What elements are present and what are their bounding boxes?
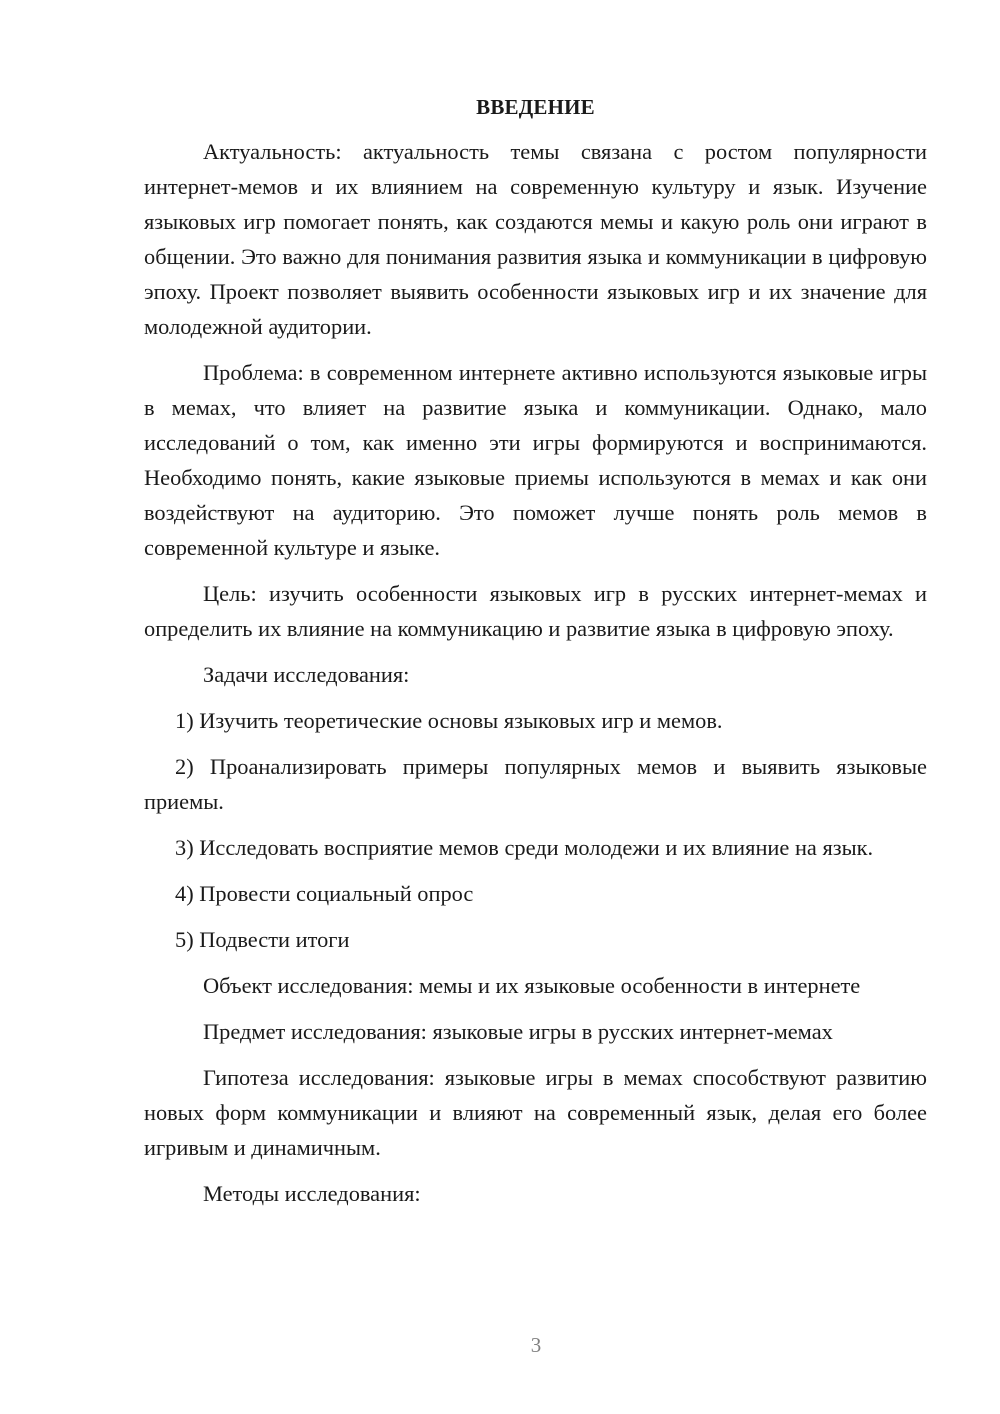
task-item-5: 5) Подвести итоги xyxy=(175,927,350,952)
problem-paragraph: Проблема: в современном интернете активно используются языковые игры в мемах, что влияет на развитие языка и коммуникации. Однако, мало исследований о том, как именно эти игры формируются и воспринимаются. Необходимо понять, какие языковые приемы используются в мемах и как они воздействуют на аудиторию. Это поможет лучше понять роль мемов в современной культуре и языке. xyxy=(144,360,927,560)
subject-paragraph: Предмет исследования: языковые игры в русских интернет-мемах xyxy=(203,1019,833,1044)
document-page xyxy=(144,90,927,1222)
page-number: 3 xyxy=(530,1333,542,1357)
page-title: ВВЕДЕНИЕ xyxy=(476,95,595,119)
object-paragraph: Объект исследования: мемы и их языковые особенности в интернете xyxy=(203,973,861,998)
relevance-paragraph: Актуальность: актуальность темы связана с ростом популярности интернет-мемов и их влиянием на современную культуру и язык. Изучение языковых игр помогает понять, как создаются мемы и какую роль они играют в общении. Это важно для понимания развития языка и коммуникации в цифровую эпоху. Проект позволяет выявить особенности языковых игр и их значение для молодежной аудитории. xyxy=(144,139,927,339)
goal-paragraph: Цель: изучить особенности языковых игр в русских интернет-мемах и определить их влияние на коммуникацию и развитие языка в цифровую эпоху. xyxy=(144,581,927,641)
tasks-heading: Задачи исследования: xyxy=(203,662,410,687)
task-item-2: 2) Проанализировать примеры популярных мемов и выявить языковые приемы. xyxy=(144,754,927,814)
hypothesis-paragraph: Гипотеза исследования: языковые игры в мемах способствуют развитию новых форм коммуникации и влияют на современный язык, делая его более игривым и динамичным. xyxy=(144,1065,927,1160)
task-item-4: 4) Провести социальный опрос xyxy=(175,881,474,906)
methods-heading: Методы исследования: xyxy=(203,1181,421,1206)
task-item-1: 1) Изучить теоретические основы языковых игр и мемов. xyxy=(175,708,723,733)
task-item-3: 3) Исследовать восприятие мемов среди молодежи и их влияние на язык. xyxy=(175,835,874,860)
